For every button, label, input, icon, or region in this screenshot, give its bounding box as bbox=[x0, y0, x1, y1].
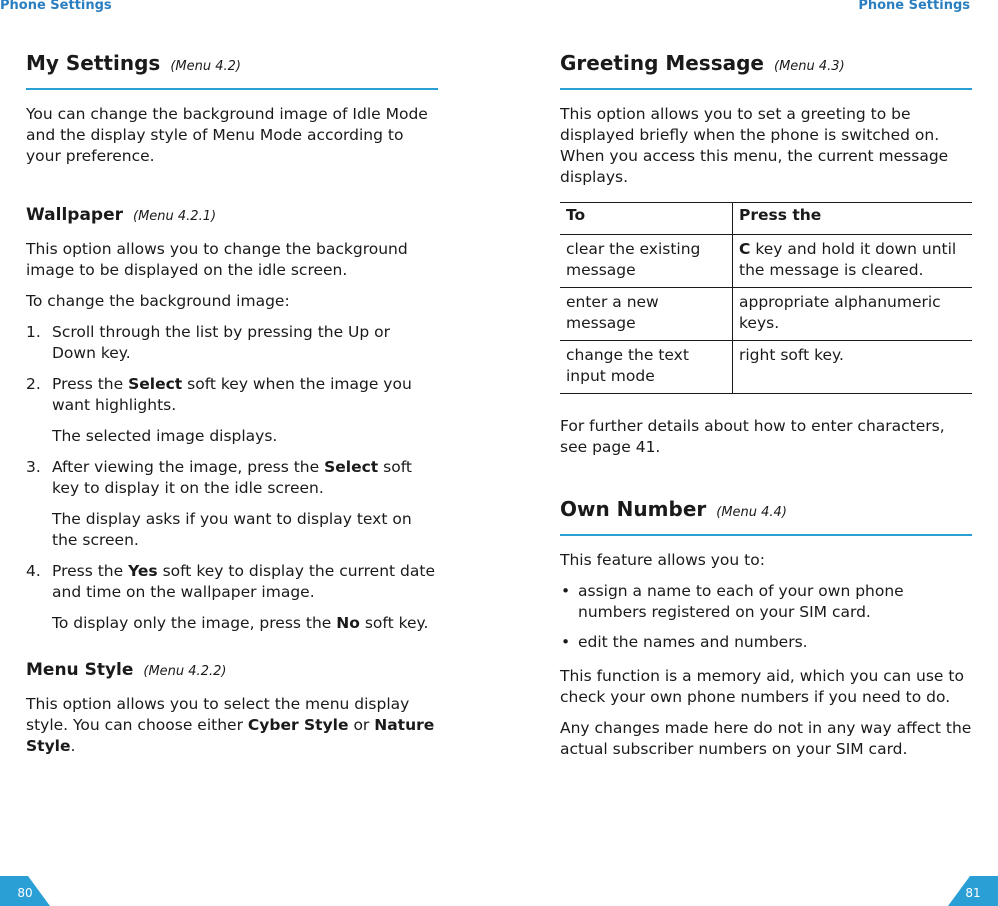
step-item bbox=[26, 561, 438, 634]
title-text: Greeting Message bbox=[560, 51, 764, 75]
menu-style-paragraph bbox=[26, 694, 438, 757]
table-header-press: Press the bbox=[733, 203, 973, 235]
menu-number: (Menu 4.2.2) bbox=[143, 664, 227, 679]
intro-paragraph: You can change the background image of Idle Mode and the display style of Menu Mode according to your preference. bbox=[26, 105, 428, 165]
left-content bbox=[26, 48, 438, 757]
step-result: The display asks if you want to display text on the screen. bbox=[52, 510, 412, 549]
wallpaper-steps bbox=[26, 322, 438, 634]
title-text: Own Number bbox=[560, 497, 707, 521]
key-name: Yes bbox=[128, 562, 158, 580]
table-row bbox=[560, 288, 972, 341]
step-text-post: soft key when the image you want highlights. bbox=[52, 375, 412, 414]
page-number-tab bbox=[948, 876, 998, 906]
step-result: The selected image displays. bbox=[52, 427, 278, 445]
list-item bbox=[560, 581, 972, 623]
running-header: Phone Settings bbox=[858, 0, 970, 13]
own-number-para2: Any changes made here do not in any way affect the actual subscriber numbers on your SIM card. bbox=[560, 719, 972, 758]
menu-number: (Menu 4.2.1) bbox=[133, 209, 217, 224]
step-text: Scroll through the list by pressing the Up or Down key. bbox=[52, 323, 391, 362]
menu-number: (Menu 4.2) bbox=[170, 59, 241, 74]
step-number: 3. bbox=[26, 458, 41, 476]
step-number: 4. bbox=[26, 562, 41, 580]
key-name: Select bbox=[324, 458, 379, 476]
table-header-to: To bbox=[560, 203, 733, 235]
bullet-text: assign a name to each of your own phone numbers registered on your SIM card. bbox=[578, 582, 904, 621]
key-name: Select bbox=[128, 375, 183, 393]
page-number: 81 bbox=[965, 886, 981, 900]
table-row bbox=[560, 235, 972, 288]
text-post: . bbox=[70, 737, 76, 755]
sub-post: soft key. bbox=[359, 614, 429, 632]
section-title-greeting-message bbox=[560, 48, 972, 90]
bullet-icon: • bbox=[561, 582, 571, 600]
menu-number: (Menu 4.3) bbox=[774, 59, 845, 74]
table-cell-press: appropriate alphanumeric keys. bbox=[733, 288, 973, 341]
table-cell-to: change the text input mode bbox=[560, 341, 733, 394]
greeting-note: For further details about how to enter characters, see page 41. bbox=[560, 417, 945, 456]
step-text-post: soft key to display it on the idle screen. bbox=[52, 458, 412, 497]
bullet-icon: • bbox=[561, 633, 571, 651]
step-item bbox=[26, 374, 438, 447]
wallpaper-lead: To change the background image: bbox=[26, 292, 290, 310]
step-result bbox=[52, 613, 438, 634]
table-row bbox=[560, 341, 972, 394]
own-number-bullets bbox=[560, 581, 972, 653]
page-number: 80 bbox=[17, 886, 33, 900]
subsection-title-wallpaper bbox=[26, 203, 438, 229]
step-text-pre: Press the bbox=[52, 375, 129, 393]
right-content bbox=[560, 48, 972, 760]
table-cell-to: enter a new message bbox=[560, 288, 733, 341]
menu-number: (Menu 4.4) bbox=[716, 505, 787, 520]
step-text-post: soft key to display the current date and time on the wallpaper image. bbox=[52, 562, 435, 601]
text-mid: or bbox=[348, 716, 375, 734]
list-item bbox=[560, 632, 972, 653]
step-item bbox=[26, 322, 438, 364]
key-name: No bbox=[336, 614, 360, 632]
subsection-text: Wallpaper bbox=[26, 205, 123, 225]
step-number: 1. bbox=[26, 323, 41, 341]
greeting-intro: This option allows you to set a greeting to be displayed briefly when the phone is switched on. When you access this menu, the current message displays. bbox=[560, 105, 949, 186]
table-header-row bbox=[560, 203, 972, 235]
section-title-own-number bbox=[560, 494, 972, 536]
wallpaper-intro: This option allows you to change the background image to be displayed on the idle screen. bbox=[26, 240, 408, 279]
table-cell-to: clear the existing message bbox=[560, 235, 733, 288]
press-text: key and hold it down until the message is cleared. bbox=[739, 240, 957, 279]
table-cell-press: right soft key. bbox=[733, 341, 973, 394]
step-text-pre: After viewing the image, press the bbox=[52, 458, 325, 476]
own-number-intro: This feature allows you to: bbox=[560, 551, 765, 569]
right-page bbox=[499, 0, 998, 906]
running-header: Phone Settings bbox=[0, 0, 112, 13]
key-name: C bbox=[739, 240, 751, 258]
step-text-pre: Press the bbox=[52, 562, 129, 580]
step-number: 2. bbox=[26, 375, 41, 393]
sub-pre: To display only the image, press the bbox=[52, 614, 337, 632]
table-cell-press bbox=[733, 235, 973, 288]
option-name: Nature Style bbox=[26, 716, 435, 755]
section-title-my-settings bbox=[26, 48, 438, 90]
title-text: My Settings bbox=[26, 51, 161, 75]
own-number-para1: This function is a memory aid, which you can use to check your own phone numbers if you need to do. bbox=[560, 667, 964, 706]
subsection-title-menu-style bbox=[26, 658, 438, 684]
step-item bbox=[26, 457, 438, 551]
subsection-text: Menu Style bbox=[26, 660, 134, 680]
option-name: Cyber Style bbox=[247, 716, 349, 734]
greeting-options-table bbox=[560, 202, 972, 394]
text-pre: This option allows you to select the menu display style. You can choose either bbox=[26, 695, 410, 734]
bullet-text: edit the names and numbers. bbox=[578, 633, 808, 651]
page-number-tab bbox=[0, 876, 50, 906]
